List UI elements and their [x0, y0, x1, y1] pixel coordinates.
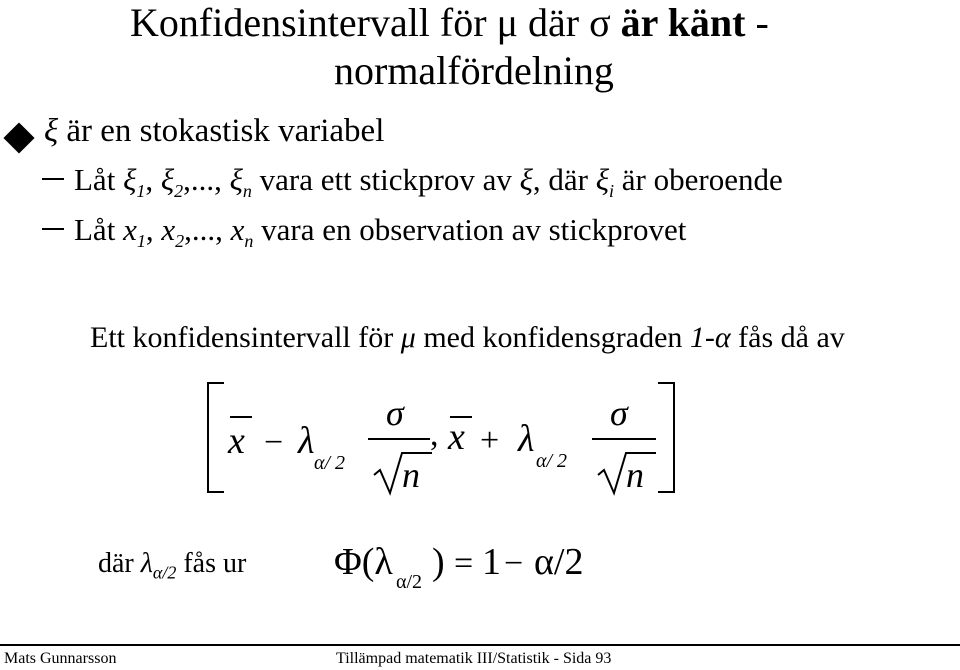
- dash-icon: [42, 178, 64, 180]
- sub2-s1: 1: [136, 231, 146, 252]
- sub1-xin: ξ: [229, 162, 243, 197]
- phi-lambda: Φ(λ: [334, 541, 393, 583]
- statement-alpha: α: [714, 321, 731, 354]
- statement-mid: med konfidensgraden: [423, 321, 683, 354]
- statement-line: [90, 320, 845, 356]
- title-sigma: σ: [589, 0, 611, 45]
- phi-close: ): [432, 541, 445, 583]
- sub1-xi3: ξ: [519, 162, 533, 197]
- phi-sub: α/2: [396, 571, 423, 593]
- sub2-x2: x: [161, 212, 176, 247]
- title-text: Konfidensintervall för: [130, 0, 487, 45]
- sub-line-1: [74, 162, 783, 209]
- title-bold: är känt: [620, 0, 746, 45]
- phi-tail: α/2: [534, 541, 584, 583]
- sub2-s2: 2: [175, 231, 185, 252]
- footer-page: Sida 93: [562, 650, 612, 667]
- sub2-xn: x: [230, 212, 245, 247]
- left-bracket: [208, 383, 224, 492]
- sub2-text: vara en observation av stickprovet: [261, 212, 687, 247]
- sub1-s2: 2: [174, 181, 184, 202]
- footer-author: Mats Gunnarsson: [4, 650, 117, 667]
- sub2-sn: n: [244, 231, 254, 252]
- sub1-comma: ,: [532, 162, 541, 197]
- sub1-dar: där: [548, 162, 588, 197]
- dar-lambda: λ: [140, 548, 153, 579]
- interval-formula: [200, 375, 690, 500]
- footer-course-text: Tillämpad matematik III/Statistik -: [336, 650, 559, 667]
- sub-line-2: [74, 212, 686, 259]
- bullet-xi: ξ: [44, 113, 59, 149]
- lambda-2: λ: [518, 418, 535, 460]
- right-bracket: [658, 383, 674, 492]
- phi-one: 1: [482, 541, 501, 583]
- page-title-line2: normalfördelning: [334, 48, 614, 93]
- dar-line: [98, 546, 246, 591]
- sub2-sep2: ,...,: [184, 212, 223, 247]
- sub2-x1: x: [123, 212, 137, 247]
- sub1-s1: 1: [136, 181, 146, 202]
- title-dar: där: [528, 0, 580, 45]
- n-2: n: [626, 455, 644, 495]
- statement-mu: μ: [400, 321, 416, 354]
- dar-text: där: [98, 548, 134, 579]
- lambda-sub-2: α/ 2: [536, 450, 568, 472]
- page-title: [130, 0, 769, 46]
- plus-sign: +: [480, 422, 500, 459]
- sub1-tail: är oberoende: [621, 162, 783, 197]
- sub1-lat: Låt: [74, 162, 116, 197]
- sub1-sep1: ,: [145, 162, 154, 197]
- sub1-text: vara ett stickprov av: [259, 162, 512, 197]
- phi-eq: =: [454, 545, 474, 582]
- footer-course: [336, 650, 611, 668]
- footer-divider: [0, 644, 960, 646]
- title-mu: μ: [496, 0, 519, 45]
- title-dash: -: [755, 0, 769, 45]
- x-bar-2: x: [448, 416, 465, 458]
- lambda-sub-1: α/ 2: [314, 452, 346, 474]
- sub1-xii: ξ: [595, 162, 610, 197]
- sub1-xi1: ξ: [123, 162, 137, 197]
- sub1-sep2: ,...,: [183, 162, 222, 197]
- formula-comma: ,: [430, 416, 439, 453]
- bullet-text: är en stokastisk variabel: [66, 113, 385, 149]
- statement-prefix: Ett konfidensintervall för: [90, 321, 394, 354]
- sub1-xi2: ξ: [160, 162, 175, 197]
- sub1-sn: n: [242, 181, 252, 202]
- sub1-si: i: [609, 181, 615, 202]
- dar-tail: fås ur: [183, 548, 247, 579]
- bullet-line: [44, 113, 384, 149]
- sigma-2: σ: [610, 393, 628, 433]
- lambda-1: λ: [298, 420, 315, 462]
- statement-conf: 1-: [689, 321, 715, 354]
- bullet-diamond-icon: [3, 122, 34, 153]
- sigma-1: σ: [386, 393, 404, 433]
- sub2-sep1: ,: [145, 212, 154, 247]
- dash-icon: [42, 228, 64, 230]
- sub2-lat: Låt: [74, 212, 116, 247]
- phi-minus: −: [504, 545, 524, 582]
- phi-formula: [330, 530, 610, 595]
- statement-tail: fås då av: [738, 321, 845, 354]
- dar-lambda-sub: α/2: [152, 562, 177, 583]
- n-1: n: [402, 455, 420, 495]
- x-bar-1: x: [228, 420, 245, 462]
- minus-sign: −: [264, 424, 284, 461]
